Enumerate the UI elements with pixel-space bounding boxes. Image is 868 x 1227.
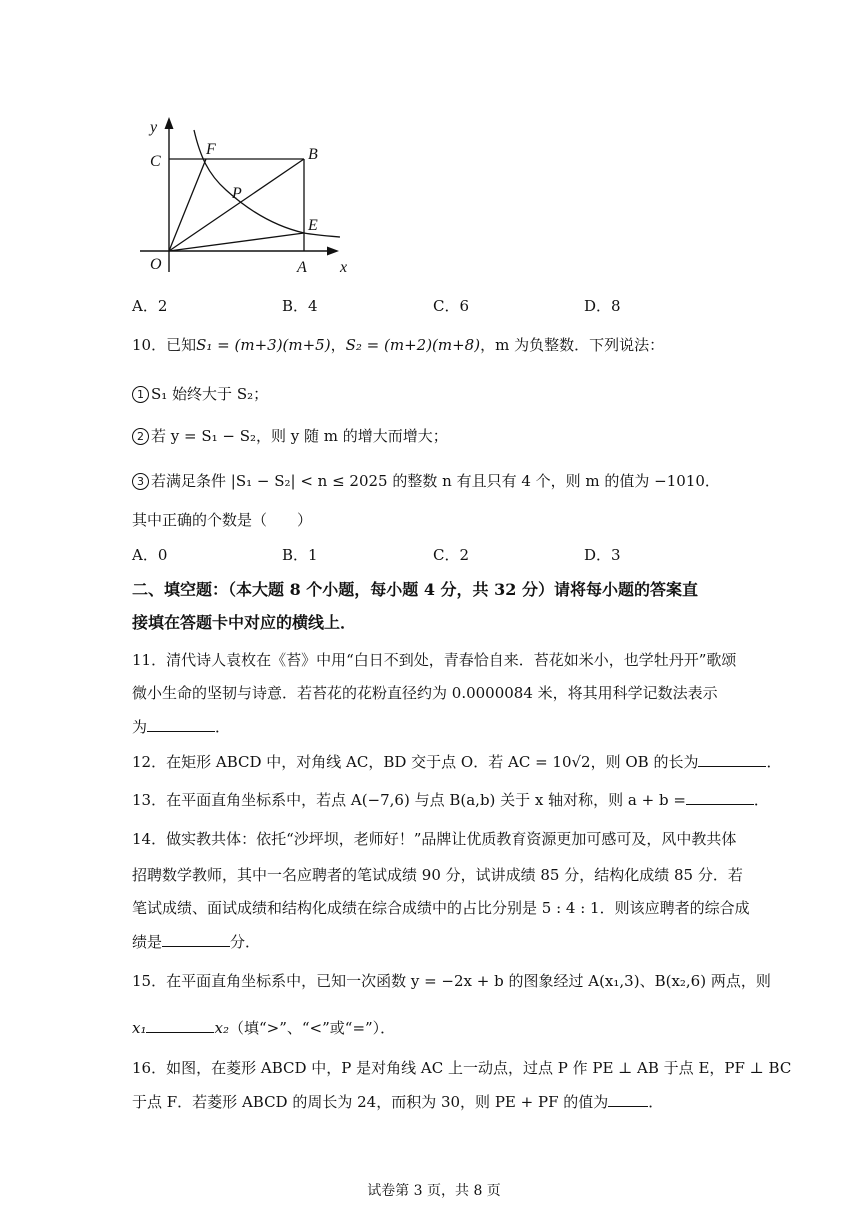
label-f: F — [206, 141, 216, 158]
label-e: E — [308, 217, 318, 234]
segment-oe — [169, 233, 304, 251]
label-y: y — [150, 119, 158, 136]
q10-options — [132, 544, 752, 566]
segment-ob — [169, 159, 304, 251]
circled-number-3: 3 — [132, 473, 149, 490]
q10-option-d[interactable]: D．3 — [584, 546, 621, 564]
segment-of — [169, 159, 206, 251]
q14-line-1: 14．做实教共体：依托“沙坪坝，老师好！”品牌让优质教育资源更加可感可及，风中教共体 — [132, 830, 737, 848]
q10-stem: 10．已知S₁ = (m+3)(m+5)，S₂ = (m+2)(m+8)，m 为负整数．下列说法： — [132, 336, 665, 354]
q9-option-c[interactable]: C．6 — [433, 297, 470, 315]
q14-line-2: 招聘数学教师，其中一名应聘者的笔试成绩 90 分，试讲成绩 85 分，结构化成绩 85 分．若 — [132, 866, 743, 884]
label-b: B — [308, 146, 318, 163]
q11-line-1: 11．清代诗人袁枚在《苔》中用“白日不到处，青春恰自来．苔花如米小，也学牡丹开”歌颂 — [132, 651, 737, 669]
q13: 13．在平面直角坐标系中，若点 A(−7,6) 与点 B(a,b) 关于 x 轴对称，则 a + b = ． — [132, 788, 769, 811]
q15-line-2: x₁ x₂（填“>”、“<”或“=”）． — [132, 1016, 395, 1039]
q10-question: 其中正确的个数是（ ） — [132, 511, 313, 529]
q14-line-3: 笔试成绩、面试成绩和结构化成绩在综合成绩中的占比分别是 5 : 4 : 1．则该应聘者的综合成 — [132, 899, 750, 917]
label-x: x — [340, 259, 348, 276]
coordinate-figure — [140, 112, 360, 282]
q15-answer-blank[interactable] — [146, 1016, 214, 1033]
q14-line-4: 绩是 分． — [132, 930, 260, 953]
q10-option-b[interactable]: B．1 — [282, 546, 318, 564]
q9-options — [132, 295, 752, 317]
q9-option-a[interactable]: A．2 — [132, 297, 168, 315]
q13-answer-blank[interactable] — [686, 788, 754, 805]
q10-statement-3: 3 若满足条件 |S₁ − S₂| < n ≤ 2025 的整数 n 有且只有 4 个，则 m 的值为 −1010． — [132, 470, 720, 492]
q16-answer-blank[interactable] — [608, 1090, 648, 1107]
q11-answer-blank[interactable] — [147, 715, 215, 732]
q9-option-d[interactable]: D．8 — [584, 297, 621, 315]
q14-answer-blank[interactable] — [162, 930, 230, 947]
page-footer: 试卷第 3 页，共 8 页 — [367, 1183, 501, 1199]
q10-statement-1: 1 S₁ 始终大于 S₂； — [132, 383, 268, 405]
q11-line-3: 为 ． — [132, 715, 230, 738]
q15-line-1: 15．在平面直角坐标系中，已知一次函数 y = −2x + b 的图象经过 A(x₁,3)、B(x₂,6) 两点，则 — [132, 972, 771, 990]
x-axis-arrow — [327, 247, 339, 256]
section-2-heading-line-2: 接填在答题卡中对应的横线上． — [132, 613, 357, 632]
q12-answer-blank[interactable] — [698, 750, 766, 767]
circled-number-2: 2 — [132, 428, 149, 445]
q10-s2: S₂ = (m+2)(m+8) — [345, 336, 481, 354]
label-p: P — [232, 185, 242, 202]
q10-option-c[interactable]: C．2 — [433, 546, 470, 564]
q11-line-2: 微小生命的坚韧与诗意．若苔花的花粉直径约为 0.0000084 米，将其用科学记数法表示 — [132, 684, 718, 702]
q10-statement-2: 2 若 y = S₁ − S₂，则 y 随 m 的增大而增大； — [132, 425, 448, 447]
q16-line-2: 于点 F．若菱形 ABCD 的周长为 24，而积为 30，则 PE + PF 的值为 ． — [132, 1090, 663, 1113]
label-o: O — [150, 256, 162, 273]
label-c: C — [150, 153, 161, 170]
q10-option-a[interactable]: A．0 — [132, 546, 168, 564]
q12: 12．在矩形 ABCD 中，对角线 AC，BD 交于点 O．若 AC = 10√2，则 OB 的长为 ． — [132, 750, 781, 773]
circled-number-1: 1 — [132, 386, 149, 403]
y-axis-arrow — [165, 117, 174, 129]
q9-option-b[interactable]: B．4 — [282, 297, 318, 315]
q10-s1: S₁ = (m+3)(m+5) — [196, 336, 331, 354]
section-2-heading-line-1: 二、填空题：（本大题 8 个小题，每小题 4 分，共 32 分）请将每小题的答案直 — [132, 580, 698, 599]
q16-line-1: 16．如图，在菱形 ABCD 中，P 是对角线 AC 上一动点，过点 P 作 PE ⊥ AB 于点 E，PF ⊥ BC — [132, 1059, 792, 1077]
label-a: A — [297, 259, 307, 276]
